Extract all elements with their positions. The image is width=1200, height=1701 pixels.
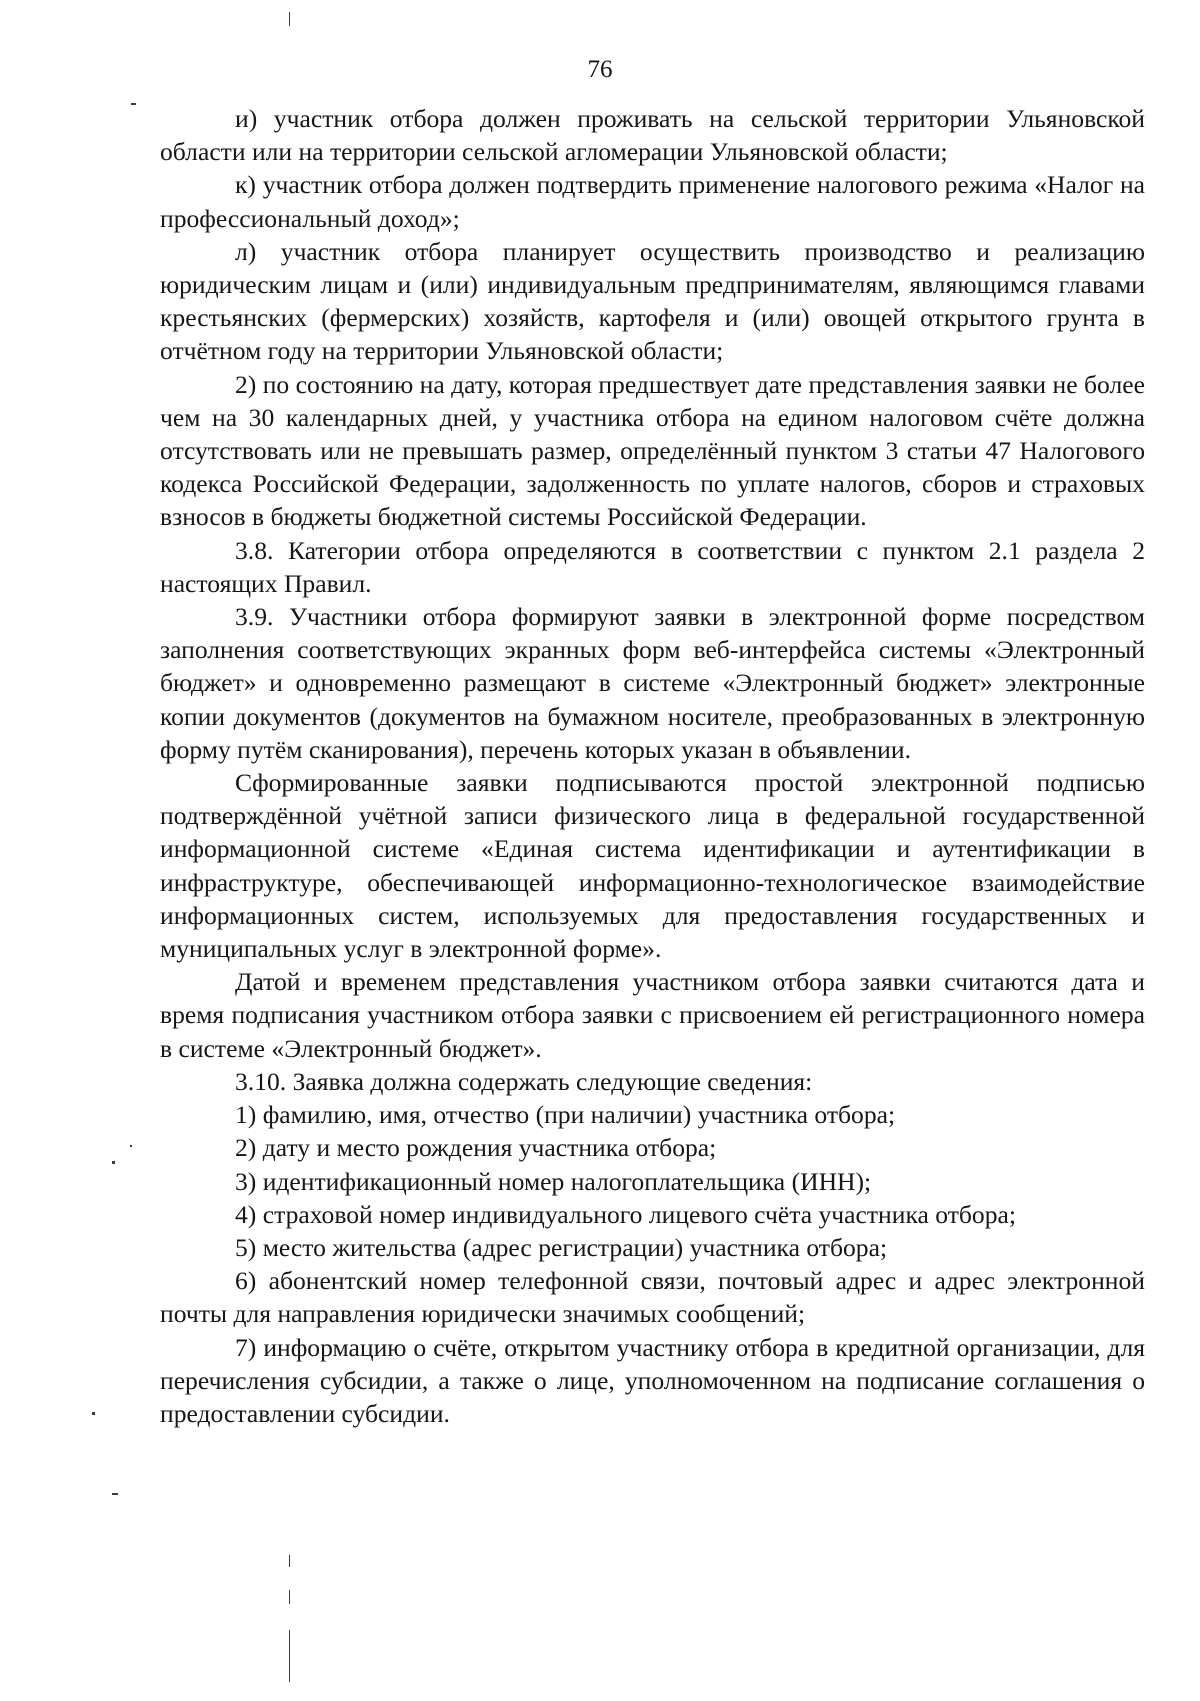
scan-mark — [289, 12, 290, 26]
scan-mark — [289, 1590, 290, 1604]
paragraph-3: л) участник отбора планирует осуществить производство и реализацию юридическим лицам и (или) индивидуальным предпринимателям, являющимся главами крестьянских (фермерских) хозяйств, картофеля и (или) овощей открытого грунта в отчётном году на территории Ульяновской области; — [160, 236, 1145, 366]
scan-mark — [130, 1145, 132, 1147]
paragraph-14: 5) место жительства (адрес регистрации) участника отбора; — [235, 1232, 888, 1262]
paragraph-10: 1) фамилию, имя, отчество (при наличии) участника отбора; — [235, 1100, 896, 1130]
paragraph-1: и) участник отбора должен проживать на сельской территории Ульяновской области или на территории сельской агломерации Ульяновской области; — [160, 104, 1145, 167]
paragraph-2: к) участник отбора должен подтвердить применение налогового режима «Налог на профессиональный доход»; — [160, 170, 1145, 233]
scan-mark — [131, 103, 136, 105]
page-number: 76 — [587, 56, 613, 83]
paragraph-15: 6) абонентский номер телефонной связи, почтовый адрес и адрес электронной почты для направления юридически значимых сообщений; — [160, 1266, 1145, 1329]
paragraph-7: Сформированные заявки подписываются простой электронной подписью подтверждённой учётной записи физического лица в федеральной государственной информационной системе «Единая система идентификации и аутентификации в инфраструктуре, обеспечивающей информационно-технологическое взаимодействие информационных систем, используемых для предоставления государственных и муниципальных услуг в электронной форме». — [160, 768, 1145, 964]
scan-mark — [112, 1161, 115, 1164]
paragraph-6: 3.9. Участники отбора формируют заявки в электронной форме посредством заполнения соответствующих экранных форм веб-интерфейса системы «Электронный бюджет» и одновременно размещают в системе «Электронный бюджет» электронные копии документов (документов на бумажном носителе, преобразованных в электронную форму путём сканирования), перечень которых указан в объявлении. — [160, 602, 1145, 764]
paragraph-9: 3.10. Заявка должна содержать следующие сведения: — [235, 1066, 813, 1096]
scan-mark — [289, 1555, 290, 1567]
paragraph-11: 2) дату и место рождения участника отбора; — [235, 1133, 717, 1163]
paragraph-12: 3) идентификационный номер налогоплательщика (ИНН); — [235, 1166, 872, 1196]
paragraph-16: 7) информацию о счёте, открытом участнику отбора в кредитной организации, для перечисления субсидии, а также о лице, уполномоченном на подписание соглашения о предоставлении субсидии. — [160, 1332, 1145, 1428]
paragraph-13: 4) страховой номер индивидуального лицевого счёта участника отбора; — [235, 1199, 1016, 1229]
scan-mark — [289, 1630, 290, 1682]
paragraph-8: Датой и временем представления участником отбора заявки считаются дата и время подписания участником отбора заявки с присвоением ей регистрационного номера в системе «Электронный бюджет». — [160, 967, 1145, 1063]
document-body — [160, 102, 1145, 1430]
scan-mark — [92, 1412, 95, 1415]
scan-mark — [112, 1493, 118, 1495]
paragraph-4: 2) по состоянию на дату, которая предшествует дате представления заявки не более чем на 30 календарных дней, у участника отбора на едином налоговом счёте должна отсутствовать или не превышать размер, определённый пунктом 3 статьи 47 Налогового кодекса Российской Федерации, задолженность по уплате налогов, сборов и страховых взносов в бюджеты бюджетной системы Российской Федерации. — [160, 369, 1145, 532]
paragraph-5: 3.8. Категории отбора определяются в соответствии с пунктом 2.1 раздела 2 настоящих Правил. — [160, 535, 1145, 598]
